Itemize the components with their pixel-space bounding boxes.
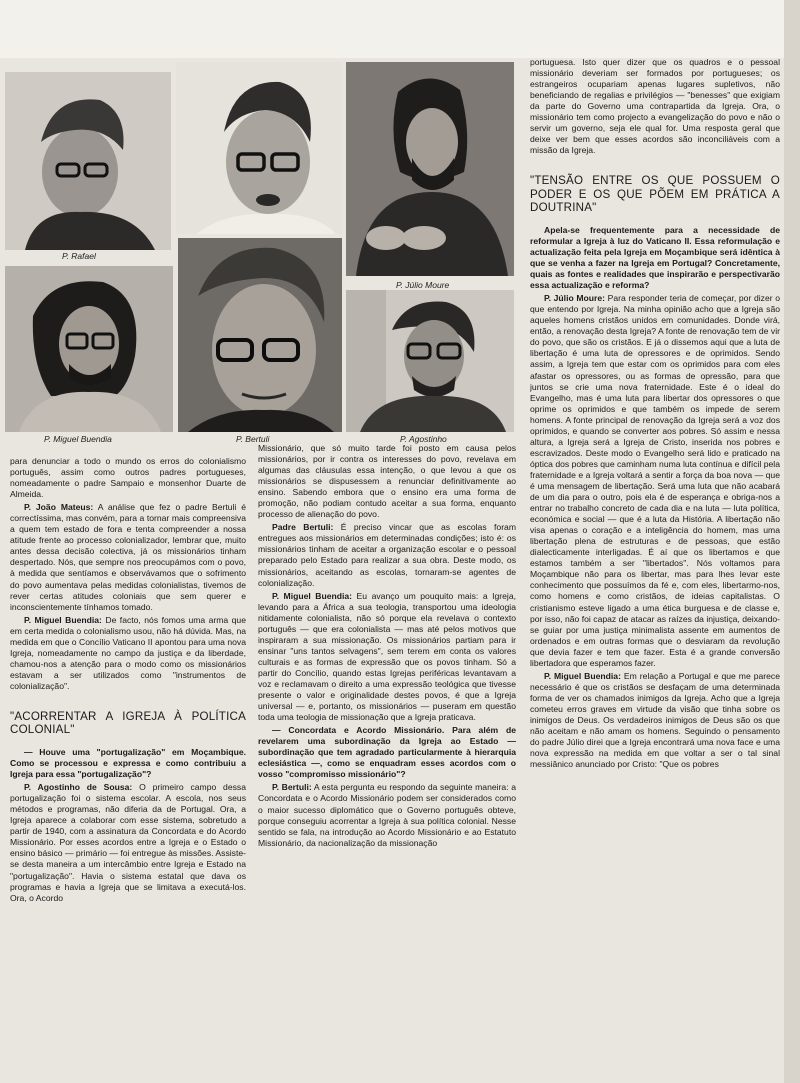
paragraph-text: Para responder teria de começar, por dizer o que entendo por Igreja. Na minha opinião acho que a Igreja são aqueles homens cristãos unidos em comunidades. Donde virá, então, a renovação desta Igreja? A fonte de renovação tem de vir do povo, que são os cristãos. E já o dissemos aqui que a luta de libertação é uma luta de opressores e de oprimidos. Sendo assim, a Igreja tem que estar com os oprimidos para com eles afastar os opressores, ou as formas de opressão, para que juntos se crie uma nova fraternidade. Este é o ideal do Evangelho, mas é uma luta para libertar dos opressores o que oprime os oprimidos e que também os impede de serem homens. A fonte principal de renovação da Igreja será a voz dos oprimidos, e quando se converter aos pobres. Só assim e nessa altura, a Igreja será a Igreja de Cristo, inserida nos pobres e escravizados. Deste modo o Evangelho será lido e praticado na óptica dos pobres que caminham numa luta contínua e difícil pela fraternidade e a Igreja voltará a sentir a força da boa nova — que é uma mensagem de libertação. Será uma luta que não acabará de um dia para o outro, pois ela é de esperança e obriga-nos a entrar no trabalho concreto de cada dia e na luta — luta política, económica e social — que é a luta da História. A libertação não visa apenas o coração e a inteligência do homem, mas uma libertação plena de estruturas e de pessoas, que estão dialecticamente interligadas. É aí que os libertamos e que estamos também a ser "libertados". Nós voltamos para Moçambique não para os libertar, mas para lhes levar este conhecimento que possuímos da fé e, com eles, libertarmo-nos, como homens e como cristãos, de ideias capitalistas. O cristianismo esteve ligado a uma ética burguesa e de classe e, por isso, não foi capaz de atacar as raízes da injustiça, deixando-se guiar por uma justiça minimalista assente em aumentos de ordenados e em outras formas que o desviaram da revolução que devia fazer e tem que fazer. Esta é a grande conversão libertadora que esperamos fazer.	[530, 293, 780, 668]
speaker-name: P. Miguel Buendia:	[272, 590, 353, 601]
speaker-name: P. João Mateus:	[24, 502, 94, 513]
paragraph-text: Em relação a Portugal e que me parece necessário é que os cristãos se desfaçam de uma determinada forma de ver os chamados inimigos da Igreja. Acho que a Igreja cometeu erros graves em virtude da visão que tinha sobre os inimigos de Deus. Os verdadeiros inimigos de Deus são os que não aceitam e não amam os homens. Seguindo o pensamento do padre Júlio direi que a Igreja encontrará uma nova face e uma nova expressão na medida em que voltar a ser o tal sinal messiânico anunciado por Cristo: "Que os pobres	[530, 670, 780, 770]
paragraph: portuguesa. Isto quer dizer que os quadros e o pessoal missionário deveriam ser formados por portugueses; os estrangeiros ocupariam apenas lugares supletivos, não beneficiando de regalias e privilégios — "benesses" que exigiam da parte do Governo uma contrapartida da Igreja. Ora, o missionário tem como projecto a evangelização do povo e não o servir um governo, seja ele qual for. Uma resposta geral que deixe ver bem que esses acordos são inconciliáveis com a missão da Igreja.	[530, 57, 780, 156]
caption-julio-moure: P. Júlio Moure	[396, 280, 450, 290]
paragraph: Missionário, que só muito tarde foi posto em causa pelos missionários, por ir contra os interesses do povo, revelava em algumas das cláusulas essa intenção, o que levou a que os missionários se dispusessem a renunciar definitivamente ao ensino. Sabendo embora que o ensino era uma forma de promoção, não podiam contudo aceitar a sua forma, enquanto processo de alienação do povo.	[258, 443, 516, 520]
speaker-name: P. Júlio Moure:	[544, 293, 606, 304]
paragraph: para denunciar a todo o mundo os erros do colonialismo português, assim como outros padres portugueses, nomeadamente o padre Sampaio e monsenhor Duarte de Almeida.	[10, 456, 246, 500]
article-column-2	[258, 443, 516, 1076]
article-column-1	[10, 456, 246, 1076]
paragraph-text: O primeiro campo dessa portugalização foi o sistema escolar. A escola, nos seus métodos e programas, não diferia da de Portugal. Ora, a Igreja aparece a colaborar com esse sistema, sobretudo a partir de 1940, com a assinatura da Concordata e do Acordo Missionário. Por esses acordos entre a Igreja e o Estado o ensino básico — primário — foi entregue às missões. Assiste-se desta maneira a um intercâmbio entre Igreja e Estado na "portugalização". Havia o sistema estatal que dava os programas e havia a Igreja que se limitava a executá-los. Ora, o Acordo	[10, 782, 246, 903]
paragraph	[10, 502, 246, 612]
caption-rafael: P. Rafael	[62, 251, 96, 261]
paragraph	[258, 782, 516, 848]
photo-agostinho	[346, 290, 514, 432]
caption-bertuli: P. Bertuli	[236, 434, 270, 444]
speaker-name: P. Bertuli:	[272, 782, 312, 793]
speaker-name: P. Miguel Buendia:	[24, 614, 102, 625]
paragraph	[258, 522, 516, 588]
interview-question: Apela-se frequentemente para a necessidade de reformular a Igreja à luz do Vaticano II. Essa reformulação e actualização feita pela Igreja em Moçambique será idêntica à que se venha a fazer na Igreja em Portugal? Concretamente, quais as fontes e realidades que inspirarão e perspectivarão essa actualização e reforma?	[530, 224, 780, 291]
interview-question: — Houve uma "portugalização" em Moçambique. Como se processou e expressa e como contribuiu a Igreja para essa "portugalização"?	[10, 746, 246, 780]
caption-miguel-buendia: P. Miguel Buendia	[44, 434, 112, 444]
paragraph-text: De facto, nós fomos uma arma que em certa medida o colonialismo usou, não há dúvida. Mas, na medida em que o Concílio Vaticano II apontou para uma nova Igreja, nomeadamente no campo da justiça e da liberdade, chamou-nos a atenção para o modo como os missionários estavam a ser utilizados como "instrumentos de colonialização".	[10, 614, 246, 691]
paragraph	[530, 293, 780, 669]
page-top-margin	[0, 0, 800, 58]
article-column-3	[530, 57, 780, 1077]
photo-bertuli	[178, 238, 342, 432]
section-heading: "TENSÃO ENTRE OS QUE POSSUEM O PODER E OS QUE PÕEM EM PRÁTICA A DOUTRINA"	[530, 174, 780, 215]
page-edge	[784, 0, 800, 1083]
interview-question: — Concordata e Acordo Missionário. Para além de revelarem uma subordinação da Igreja ao Estado — subordinação que tem agradado particularmente à hierarquia eclesiástica —, como se enquadram esses acordos com o vosso "compromisso missionário"?	[258, 725, 516, 780]
speaker-name: P. Miguel Buendia:	[544, 670, 621, 681]
paragraph	[258, 591, 516, 724]
photo-rafael	[5, 72, 171, 250]
speaker-name: Padre Bertuli:	[272, 522, 334, 533]
paragraph-text: É preciso vincar que as escolas foram entregues aos missionários em determinadas condições; isto é: os missionários tinham de aceitar a organização escolar e o pessoal preparado pelo Estado para realizar a sua obra. Deste modo, os missionários, aceitando as escolas, tornaram-se agentes de colonialização.	[258, 522, 516, 588]
paragraph-text: Eu avanço um pouquito mais: a Igreja, levando para a África a sua teologia, transportou uma ideologia nitidamente colonialista, não só porque ela revelava o contexto português — que era colonialista — mas até pelos motivos que inspiraram a sua missionação. Os missionários partiam para ir ensinar "uns tantos selvagens", sem terem em conta os valores culturais e as formas de expressão que os povos tinham. Só a partir do Concílio, quando estas Igrejas periféricas levantavam a voz e reclamavam o direito a uma expressão teológica que tivesse presente o valor e originalidade destes povos, é que a Igreja universal — e, portanto, os missionários — puseram em questão toda uma teologia de missionação que a Igreja praticava.	[258, 590, 516, 723]
paragraph-text: A análise que fez o padre Bertuli é correctíssima, mas convém, para a tornar mais compreensiva a quem tem estado de fora e tenta compreender a nossa atitude frente ao processo colonializador, lembrar que, muito antes dessa decisão colectiva, já os missionários tinham despertado. Nós, que sempre nos preocupámos com o povo, à medida que sentíamos e observávamos que o sofrimento do povo aumentava pelas medidas colonialistas, tivemos de rever certas atitudes coloniais que sem querer e inconscientemente tínhamos tomado.	[10, 502, 246, 612]
paragraph	[10, 782, 246, 904]
photo-miguel-buendia	[5, 266, 173, 432]
paragraph-text: A esta pergunta eu respondo da seguinte maneira: a Concordata e o Acordo Missionário podem ser considerados como o maior sucesso diplomático que o Governo português obteve, porque conseguiu acorrentar a Igreja à sua política colonial. Nesse sentido se fala, na introdução ao Acordo Missionário e ao Estatuto Missionário, da nacionalização da missionação	[258, 782, 516, 848]
speaker-name: P. Agostinho de Sousa:	[24, 782, 133, 793]
section-heading: "ACORRENTAR A IGREJA À POLÍTICA COLONIAL"	[10, 709, 246, 737]
caption-agostinho: P. Agostinho	[400, 434, 447, 444]
paragraph	[10, 615, 246, 692]
paragraph	[530, 671, 780, 770]
photo-julio-moure	[346, 62, 514, 276]
photo-joao-mateus	[176, 62, 342, 234]
